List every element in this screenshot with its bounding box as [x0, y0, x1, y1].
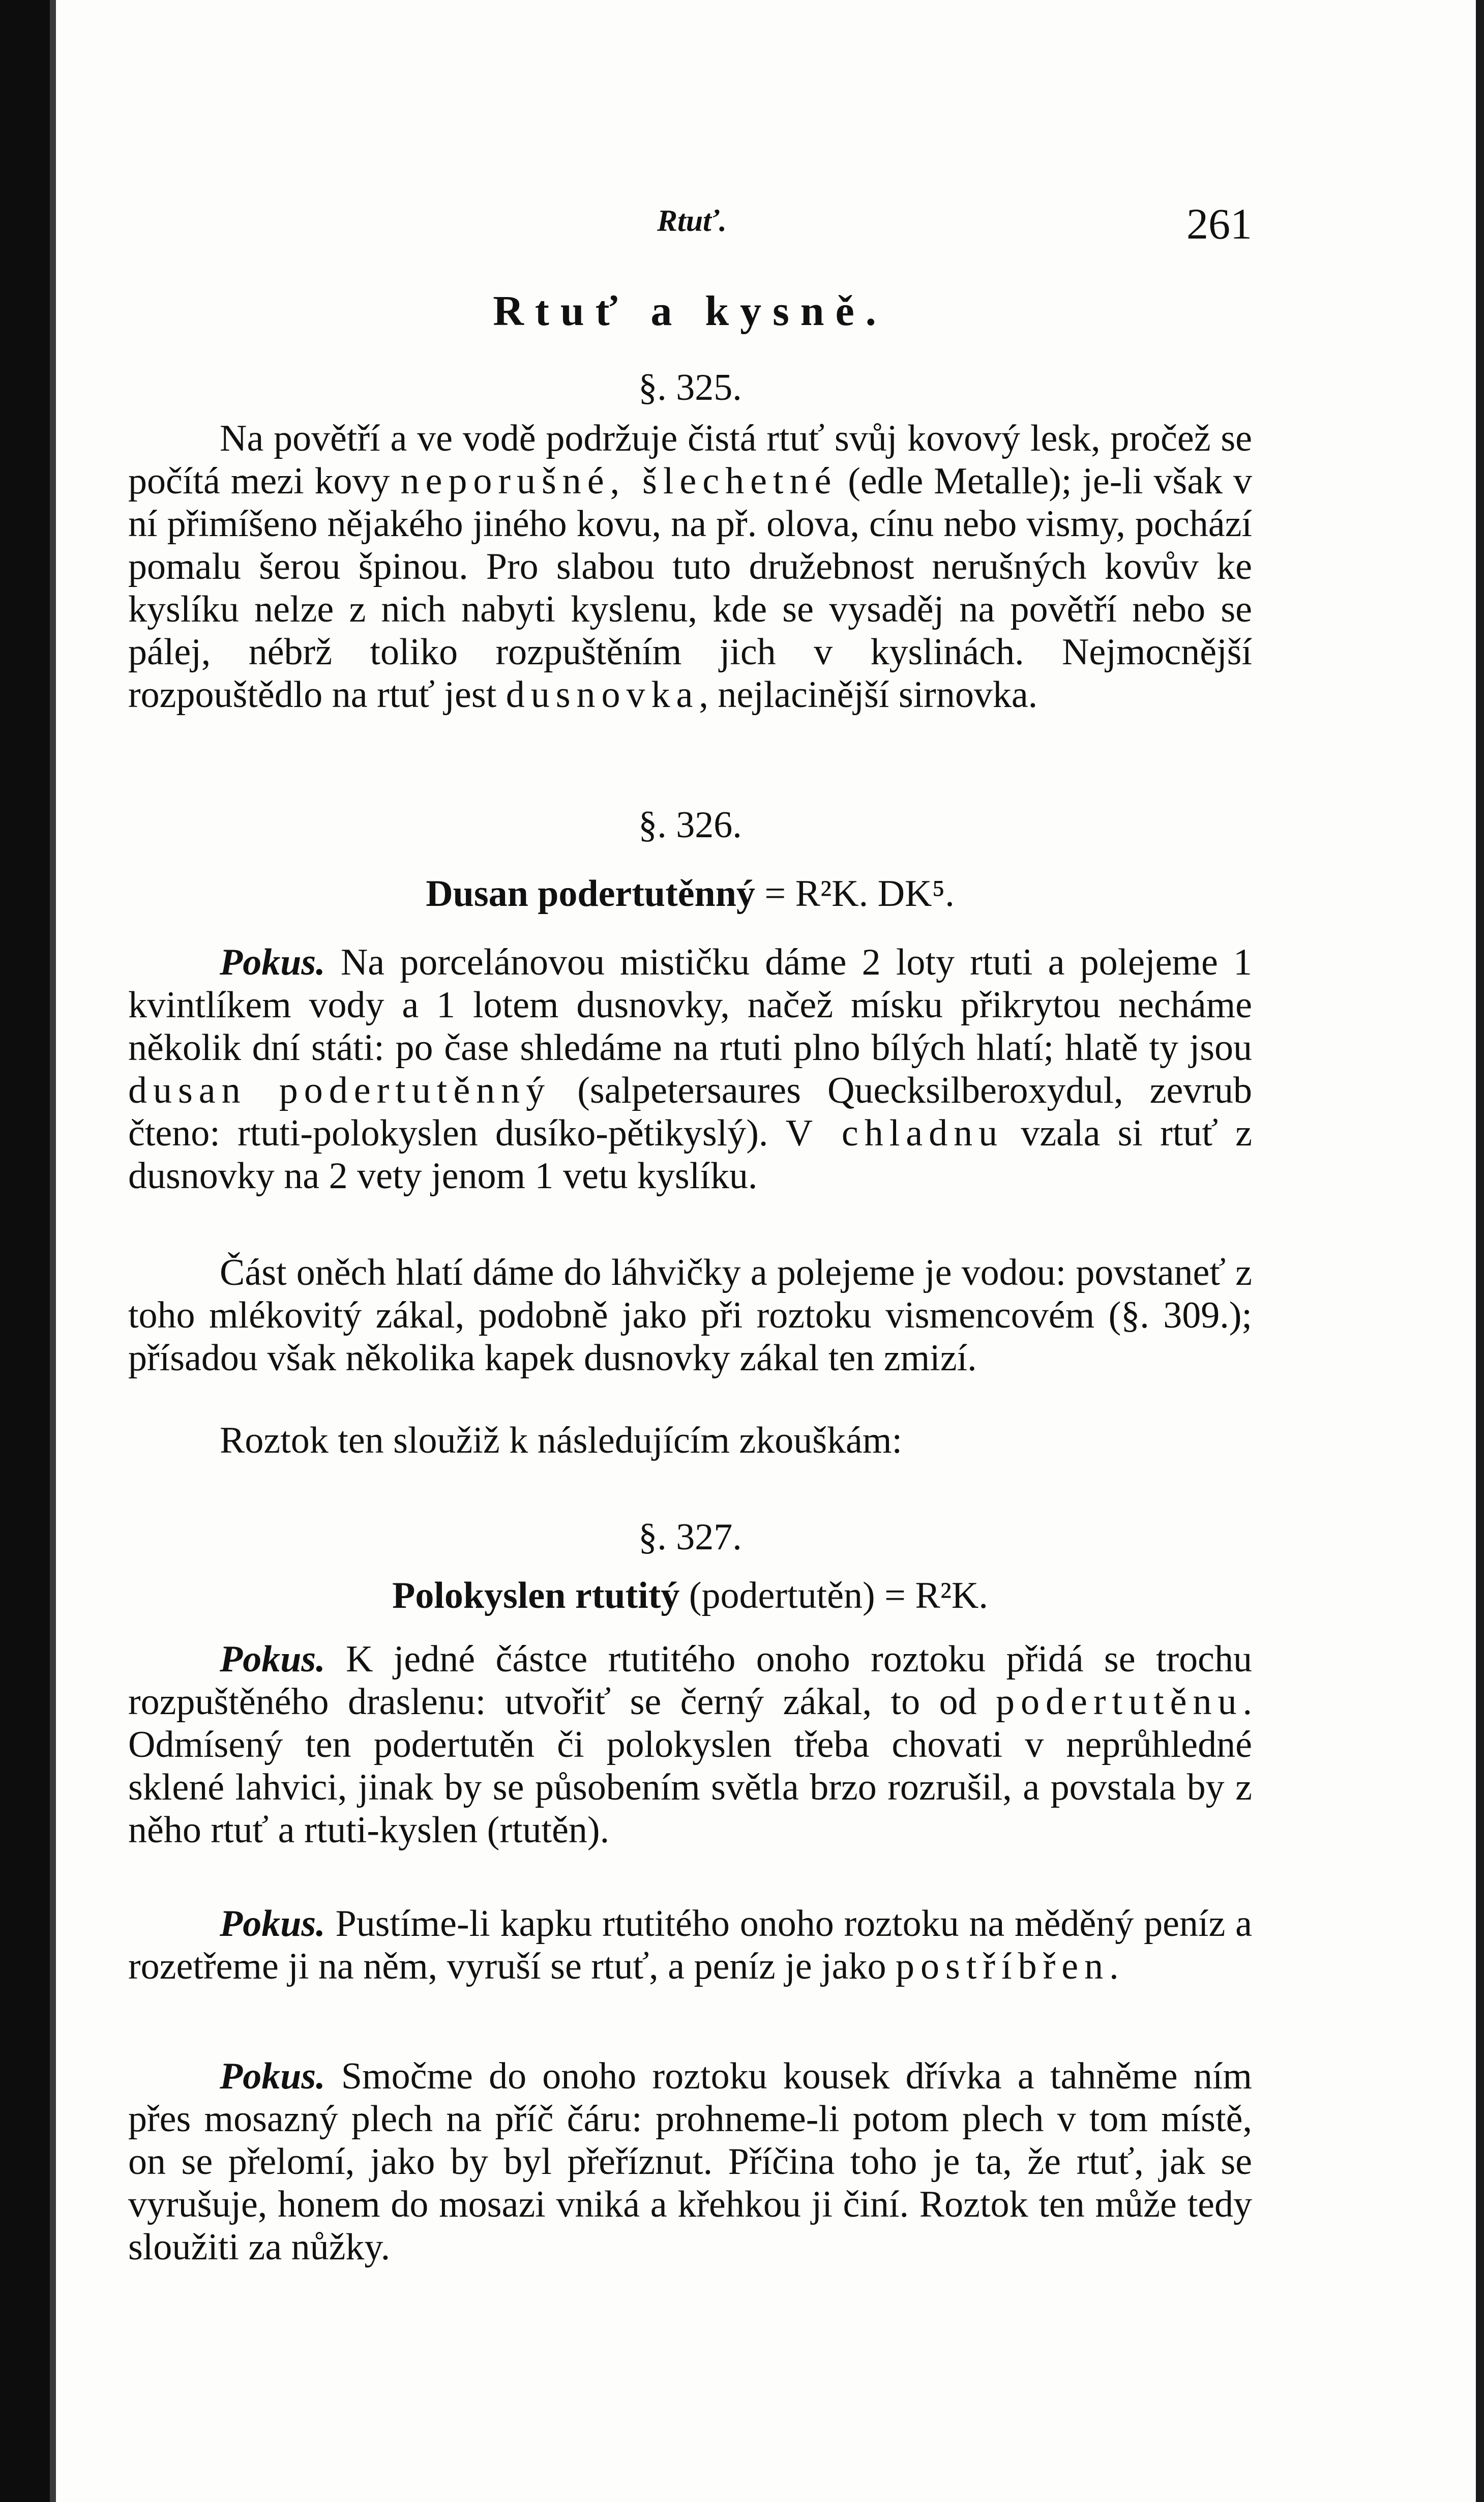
running-title: Rtuť.	[657, 204, 727, 238]
compound-name: Polokyslen rtutitý	[392, 1575, 680, 1616]
text-run: Pustíme-li kapku rtutitého onoho roztoku na měděný peníz a rozetřeme ji na něm, vyruší se rtuť, a peníz je jako	[128, 1903, 1252, 1987]
text-run: (salpetersaures Quecksilberoxydul, zevrub čteno: rtuti-polokyslen dusíko-pětikyslý).	[128, 1070, 1252, 1154]
paragraph-325	[128, 417, 1252, 716]
text-run: , nejlacinější sirnovka.	[699, 674, 1038, 716]
emphasis-run: podertutěnu	[996, 1681, 1243, 1723]
paragraph-326-c: Roztok ten sloužiž k následujícím zkouškám:	[220, 1420, 903, 1461]
paragraph-327-pokus-3	[128, 2055, 1252, 2269]
emphasis-run: dusnovka	[506, 674, 699, 716]
pokus-label: Pokus.	[220, 941, 325, 983]
page-number: 261	[1186, 199, 1252, 248]
subheading-327	[128, 1574, 1252, 1617]
emphasis-run: postříbřen	[896, 1946, 1110, 1987]
text-run: Smočme do onoho roztoku kousek dřívka a tahněme ním přes mosazný plech na příč čáru: prohneme-li potom plech v tom místě, on se přelomí, jako by byl přeříznut. Příčina toho je ta, že rtuť, jak se vyrušuje, honem do mosazi vniká a křehkou ji činí. Roztok ten může tedy sloužiti za nůžky.	[128, 2055, 1252, 2268]
compound-name: Dusan podertutěnný	[426, 873, 755, 915]
text-run: . Odmísený ten podertutěn či polokyslen třeba chovati v neprůhledné sklené lahvici, jinak by se působením světla brzo rozrušil, a povstala by z něho rtuť a rtuti-kyslen (rtutěn).	[128, 1681, 1252, 1851]
pokus-label: Pokus.	[220, 1638, 325, 1680]
text-run: .	[1109, 1946, 1119, 1987]
compound-formula: = R²K. DK⁵.	[755, 873, 955, 915]
text-run: Na povětří a ve vodě podržuje čistá rtuť svůj kovový lesk, pročež se počítá mezi kovy	[128, 418, 1252, 502]
text-run: vzala si rtuť z dusnovky na 2 vety jenom 1 vetu kyslíku.	[128, 1112, 1252, 1197]
chapter-title: Rtuť a kysně.	[493, 287, 887, 335]
paragraph-326-b: Část oněch hlatí dáme do láhvičky a polejeme je vodou: povstaneť z toho mlékovitý zákal, podobně jako při roztoku vismencovém (§. 309.); přísadou však několika kapek dusnovky zákal ten zmizí.	[128, 1252, 1252, 1379]
scan-edge-right	[1476, 0, 1484, 2502]
compound-formula: (podertutěn) = R²K.	[679, 1575, 988, 1616]
paragraph-326-pokus	[128, 941, 1252, 1197]
emphasis-run: V chladnu	[785, 1112, 1004, 1154]
pokus-label: Pokus.	[220, 1903, 325, 1945]
text-run: K jedné částce rtutitého onoho roztoku přidá se trochu rozpuštěného draslenu: utvořiť se černý zákal, to od	[128, 1638, 1252, 1723]
scan-edge-left	[0, 0, 56, 2502]
paragraph-327-pokus-2	[128, 1902, 1252, 1988]
section-number-326: §. 326.	[638, 804, 742, 846]
text-run: (edle Metalle); je-li však v ní přimíšeno nějakého jiného kovu, na př. olova, cínu nebo vismy, pochází pomalu šerou špinou. Pro slabou tuto družebnost nerušných kovův ke kyslíku nelze z nich nabyti kyslenu, kde se vysaděj na povětří nebo se pálej, nébrž toliko rozpuštěním jich v kyslinách. Nejmocnější rozpouštědlo na rtuť jest	[128, 460, 1252, 716]
running-head	[128, 198, 1252, 249]
emphasis-run: dusan podertutěnný	[128, 1070, 551, 1111]
pokus-label: Pokus.	[220, 2055, 325, 2097]
paragraph-327-pokus-1	[128, 1638, 1252, 1851]
subheading-326	[128, 872, 1252, 915]
section-number-325: §. 325.	[638, 367, 742, 408]
emphasis-run: neporušné, šlechetné	[400, 460, 838, 502]
section-number-327: §. 327.	[638, 1516, 742, 1558]
text-run: Na porcelánovou mističku dáme 2 loty rtuti a polejeme 1 kvintlíkem vody a 1 lotem dusnovky, načež mísku přikrytou necháme několik dní státi: po čase shledáme na rtuti plno bílých hlatí; hlatě ty jsou	[128, 941, 1252, 1069]
